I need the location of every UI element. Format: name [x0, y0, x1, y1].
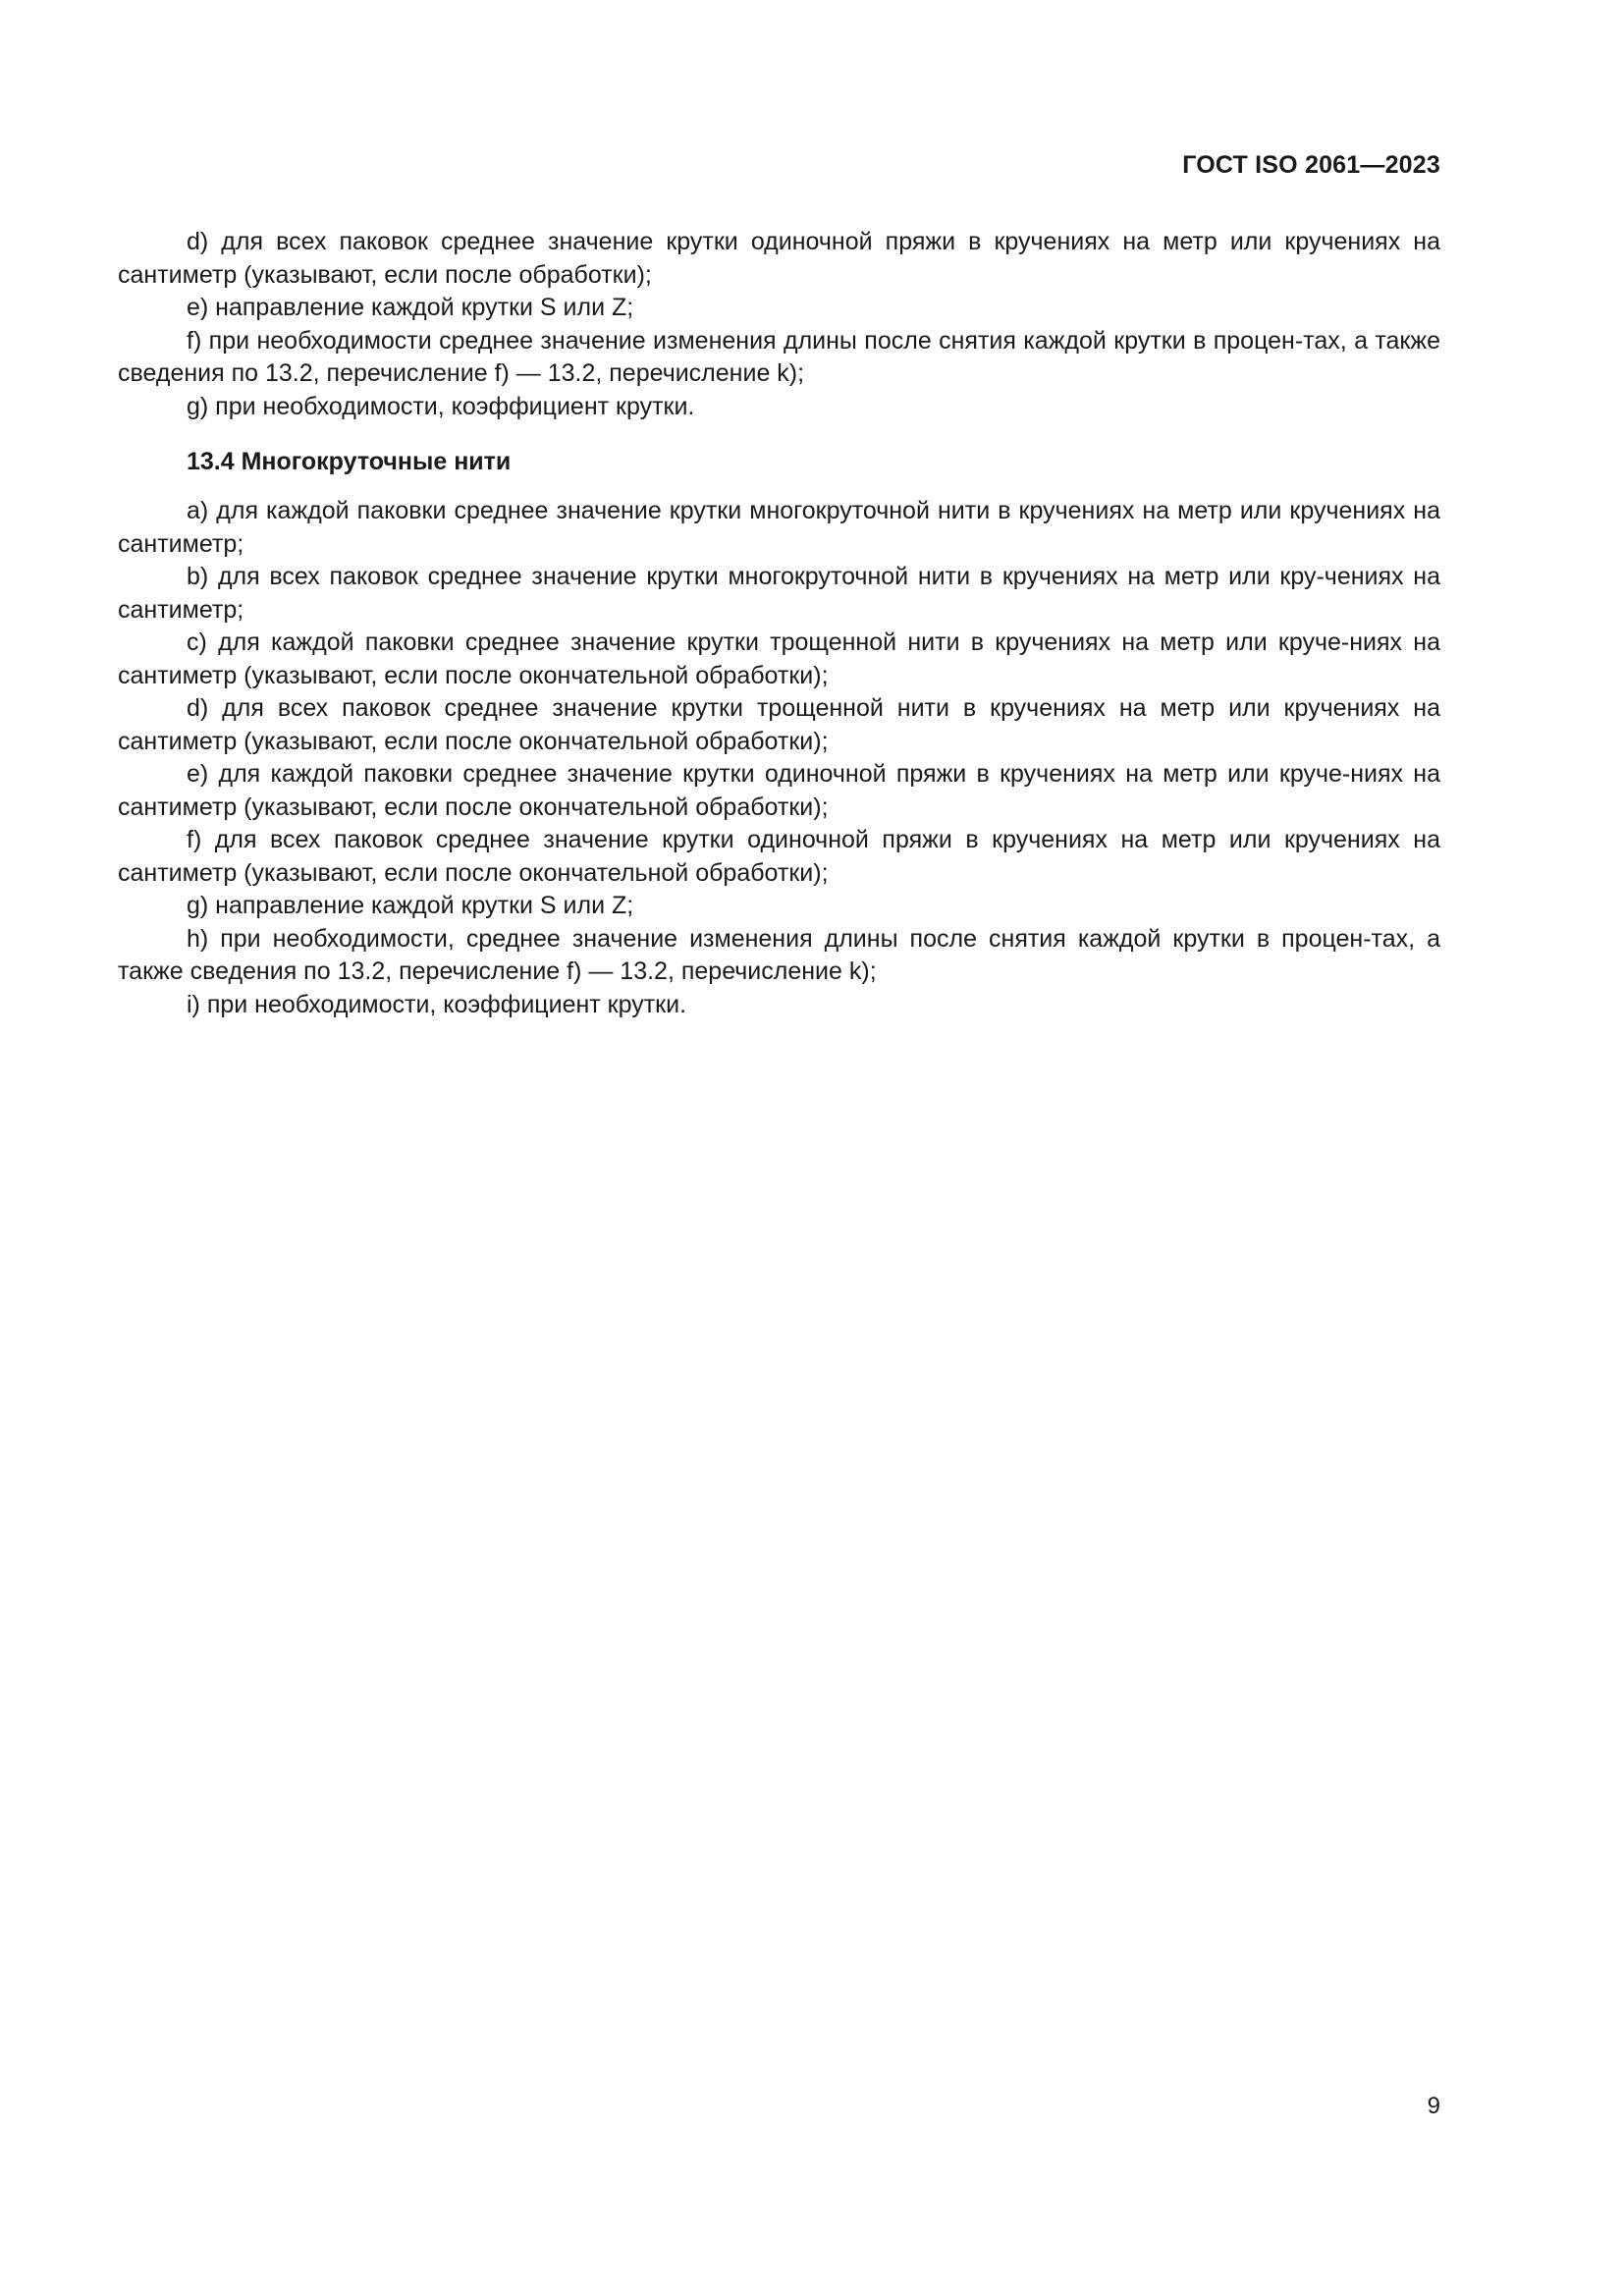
list-item: g) направление каждой крутки S или Z;	[187, 892, 634, 919]
section-heading: 13.4 Многокруточные нити	[187, 448, 512, 475]
list-item: f) для всех паковок среднее значение крутки одиночной пряжи в кручениях на метр или кручениях на сантиметр (указывают, если после окончательной обработки);	[118, 826, 1440, 887]
list-item: g) при необходимости, коэффициент крутки.	[187, 392, 695, 420]
list-item: d) для всех паковок среднее значение крутки одиночной пряжи в кручениях на метр или кручениях на сантиметр (указывают, если после обработки);	[118, 228, 1440, 289]
list-item: f) при необходимости среднее значение изменения длины после снятия каждой крутки в процен-тах, а также сведения по 13.2, перечисление f) — 13.2, перечисление k);	[118, 326, 1440, 387]
list-item: d) для всех паковок среднее значение крутки трощенной нити в кручениях на метр или кручениях на сантиметр (указывают, если после окончательной обработки);	[118, 694, 1440, 755]
list-item: h) при необходимости, среднее значение изменения длины после снятия каждой крутки в процен-тах, а также сведения по 13.2, перечисление f) — 13.2, перечисление k);	[118, 924, 1440, 985]
list-item: c) для каждой паковки среднее значение крутки трощенной нити в кручениях на метр или круче-ниях на сантиметр (указывают, если после окончательной обработки);	[118, 629, 1440, 689]
list-item: b) для всех паковок среднее значение крутки многокруточной нити в кручениях на метр или кру-чениях на сантиметр;	[118, 563, 1440, 624]
list-item: i) при необходимости, коэффициент крутки.	[187, 990, 687, 1018]
list-item: e) для каждой паковки среднее значение крутки одиночной пряжи в кручениях на метр или круче-ниях на сантиметр (указывают, если после окончательной обработки);	[118, 760, 1440, 821]
list-item: a) для каждой паковки среднее значение крутки многокруточной нити в кручениях на метр или кручениях на сантиметр;	[118, 497, 1440, 558]
document-body	[118, 226, 1440, 1021]
document-standard-id: ГОСТ ISO 2061—2023	[1182, 151, 1440, 179]
list-item: e) направление каждой крутки S или Z;	[187, 294, 634, 321]
page-number: 9	[1427, 2093, 1440, 2119]
